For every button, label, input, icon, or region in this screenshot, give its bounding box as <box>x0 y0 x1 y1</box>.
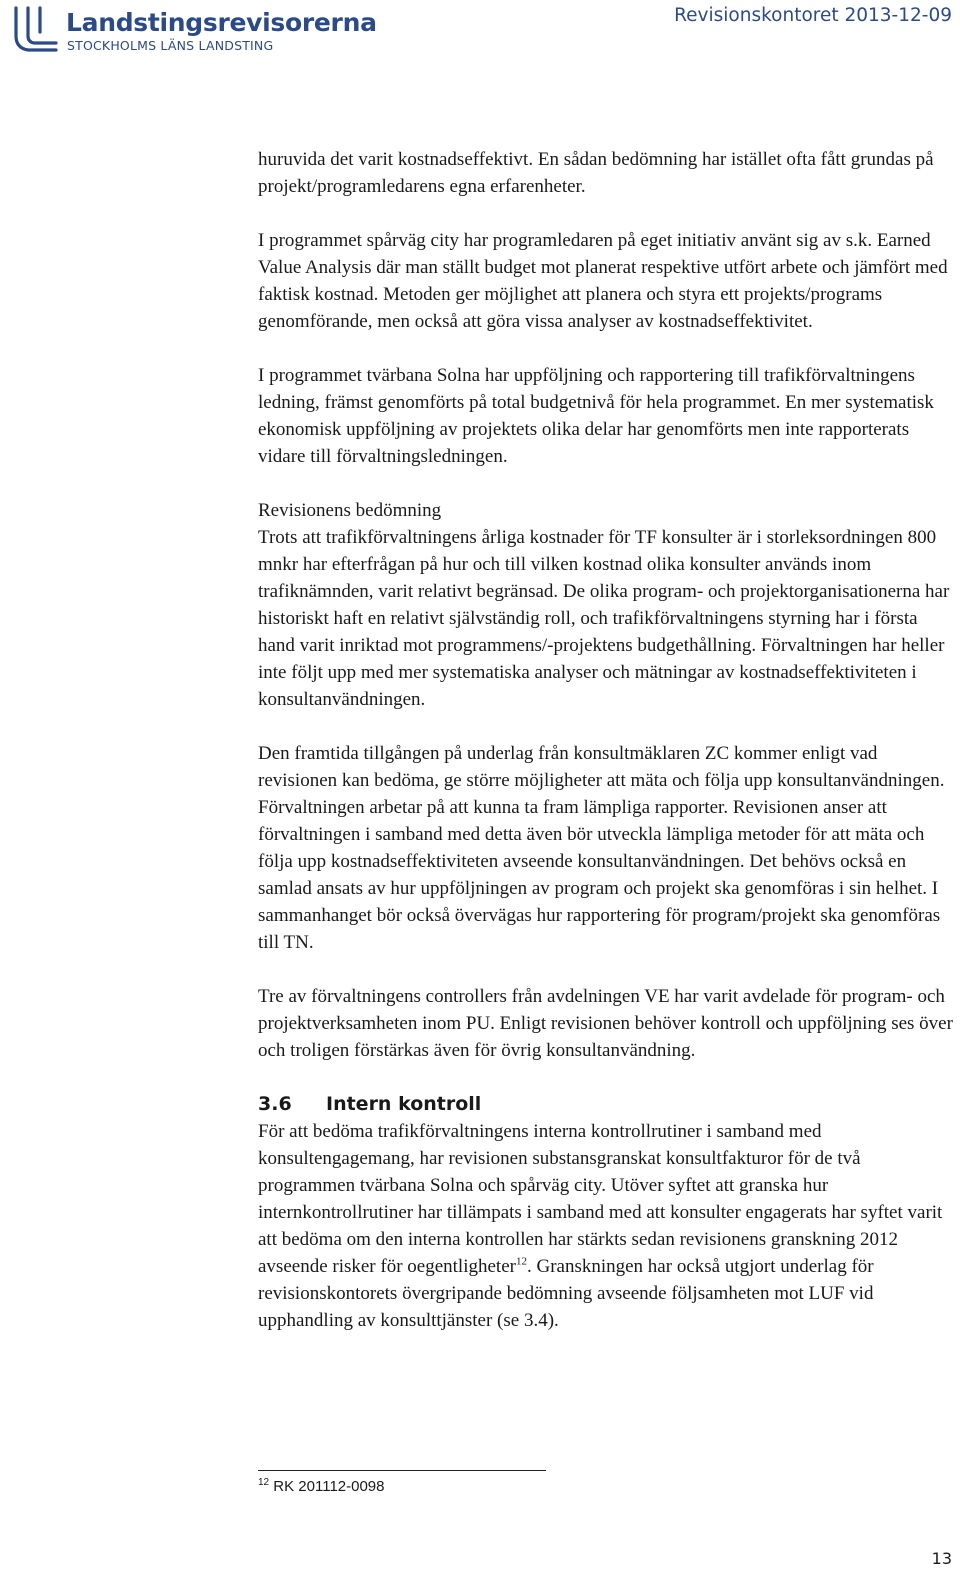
section-heading <box>258 1091 958 1118</box>
paragraph-7-part-b: . Granskningen har också utgjort underlag för revisionskontorets övergripande bedömning avseende följsamheten mot LUF vid upphandling av konsulttjänster (se 3.4). <box>258 1256 874 1331</box>
paragraph-1: huruvida det varit kostnadseffektivt. En sådan bedömning har istället ofta fått grundas på projekt/programledarens egna erfarenheter. <box>258 149 934 197</box>
paragraph-4: Trots att trafikförvaltningens årliga kostnader för TF konsulter är i storleksordningen 800 mnkr har efterfrågan på hur och till vilken kostnad olika konsulter används inom trafiknämnden, varit relativt begränsad. De olika program- och projektorganisationerna har historiskt haft en relativt självständig roll, och trafikförvaltningens styrning har i första hand varit inriktad mot programmens/-projektens budgethållning. Förvaltningen har heller inte följt upp med mer systematiska analyser och mätningar av kostnadseffektiviteten i konsultanvändningen. <box>258 527 950 710</box>
footnote-divider <box>258 1470 546 1471</box>
header-date: Revisionskontoret 2013-12-09 <box>674 5 952 26</box>
footnote-ref[interactable]: 12 <box>515 1255 527 1268</box>
paragraph-7 <box>258 1118 958 1334</box>
paragraph-2: I programmet spårväg city har programledaren på eget initiativ använt sig av s.k. Earned Value Analysis där man ställt budget mot planerat respektive utfört arbete och jämfört med faktisk kostnad. Metoden ger möjlighet att planera och styra ett projekts/programs genomförande, men också att göra vissa analyser av kostnadseffektivitet. <box>258 230 948 332</box>
jll-logo-icon <box>8 6 60 54</box>
paragraph-5: Den framtida tillgången på underlag från konsultmäklaren ZC kommer enligt vad revisionen kan bedöma, ge större möjligheter att mäta och följa upp konsultanvändningen. Förvaltningen arbetar på att kunna ta fram lämpliga rapporter. Revisionen anser att förvaltningen i samband med detta även bör utveckla lämpliga metoder för att mäta och följa upp kostnadseffektiviteten avseende konsultanvändningen. Det behövs också en samlad ansats av hur uppföljningen av program och projekt ska genomföras i sin helhet. I sammanhanget bör också övervägas hur rapportering för program/projekt ska genomföras till TN. <box>258 743 945 953</box>
paragraph-6: Tre av förvaltningens controllers från avdelningen VE har varit avdelade för program- och projektverksamheten inom PU. Enligt revisionen behöver kontroll och uppföljning ses över och troligen förstärkas även för övrig konsultanvändning. <box>258 986 953 1061</box>
paragraph-7-part-a: För att bedöma trafikförvaltningens interna kontrollrutiner i samband med konsultengagemang, har revisionen substansgranskat konsultfakturor för de två programmen tvärbana Solna och spårväg city. Utöver syftet att granska hur internkontrollrutiner har tillämpats i samband med att konsulter engagerats har syftet varit att bedöma om den interna kontrollen har stärkts sedan revisionens granskning 2012 avseende risker för oegentligheter <box>258 1121 943 1277</box>
page-header <box>0 0 960 60</box>
section-number: 3.6 <box>258 1093 292 1115</box>
section-title: Intern kontroll <box>326 1093 482 1115</box>
footnote-text: RK 201112-0098 <box>273 1478 385 1495</box>
assessment-heading: Revisionens bedömning <box>258 500 442 521</box>
page-number: 13 <box>931 1549 952 1568</box>
org-subtitle: STOCKHOLMS LÄNS LANDSTING <box>67 38 274 53</box>
footnote <box>258 1478 385 1495</box>
org-name: Landstingsrevisorerna <box>66 8 377 37</box>
footnote-number: 12 <box>258 1477 270 1488</box>
document-body <box>258 146 958 1361</box>
paragraph-3: I programmet tvärbana Solna har uppföljning och rapportering till trafikförvaltningens ledning, främst genomförts på total budgetnivå för hela programmet. En mer systematisk ekonomisk uppföljning av projektets olika delar har genomförts men inte rapporterats vidare till förvaltningsledningen. <box>258 365 934 467</box>
